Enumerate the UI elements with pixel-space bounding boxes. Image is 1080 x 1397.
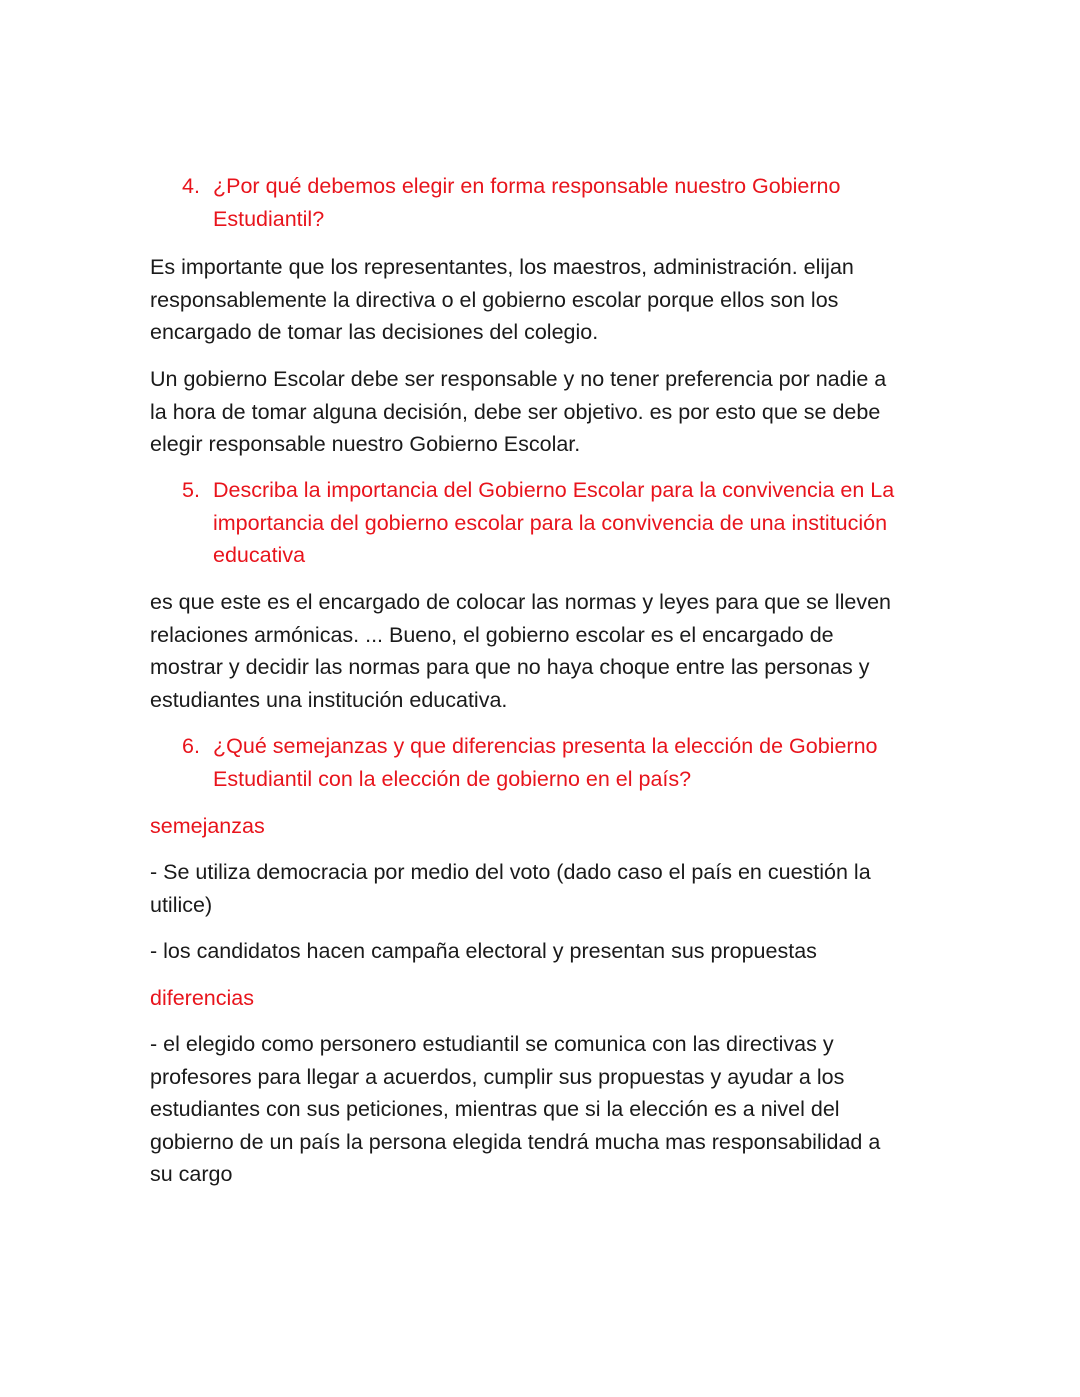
answer-5-paragraph [150, 586, 950, 716]
question-5-line: Describa la importancia del Gobierno Escolar para la convivencia en La [213, 478, 895, 502]
question-5 [182, 474, 973, 572]
question-6-line: Estudiantil con la elección de gobierno en el país? [213, 766, 692, 791]
text-line: Es importante que los representantes, los maestros, administración. elijan [150, 255, 854, 279]
question-6-number: 6. [182, 734, 200, 758]
text-line: es que este es el encargado de colocar las normas y leyes para que se lleven [150, 590, 891, 614]
question-5-line: importancia del gobierno escolar para la convivencia de una institución [213, 510, 888, 535]
text-line: relaciones armónicas. ... Bueno, el gobierno escolar es el encargado de [150, 622, 834, 647]
text-line: Un gobierno Escolar debe ser responsable y no tener preferencia por nadie a [150, 367, 887, 391]
answer-4-paragraph-2 [150, 363, 950, 461]
text-line: gobierno de un país la persona elegida tendrá mucha mas responsabilidad a [150, 1129, 881, 1154]
question-6-line: ¿Qué semejanzas y que diferencias presenta la elección de Gobierno [213, 734, 878, 758]
text-line: - el elegido como personero estudiantil se comunica con las directivas y [150, 1032, 834, 1056]
question-5-line: educativa [213, 543, 306, 567]
text-line: estudiantes una institución educativa. [150, 687, 508, 712]
text-line: profesores para llegar a acuerdos, cumplir sus propuestas y ayudar a los [150, 1064, 845, 1089]
text-line: su cargo [150, 1162, 233, 1186]
text-line: encargado de tomar las decisiones del colegio. [150, 320, 599, 344]
question-6 [182, 730, 973, 795]
text-line: - los candidatos hacen campaña electoral y presentan sus propuestas [150, 939, 817, 963]
question-4 [182, 170, 973, 235]
diferencia-item-1 [150, 1028, 950, 1191]
text-line: utilice) [150, 892, 213, 917]
text-line: elegir responsable nuestro Gobierno Escolar. [150, 432, 581, 456]
text-line: estudiantes con sus peticiones, mientras que si la elección es a nivel del [150, 1097, 840, 1121]
text-line: - Se utiliza democracia por medio del voto (dado caso el país en cuestión la [150, 860, 871, 884]
question-4-line: ¿Por qué debemos elegir en forma responsable nuestro Gobierno [213, 174, 841, 198]
diferencias-heading: diferencias [150, 986, 254, 1010]
question-4-number: 4. [182, 174, 200, 198]
semejanza-item-2 [150, 935, 950, 968]
text-line: la hora de tomar alguna decisión, debe ser objetivo. es por esto que se debe [150, 399, 881, 424]
question-4-line: Estudiantil? [213, 206, 325, 231]
answer-4-paragraph-1 [150, 251, 950, 349]
text-line: mostrar y decidir las normas para que no haya choque entre las personas y [150, 655, 870, 679]
question-5-number: 5. [182, 478, 200, 502]
semejanza-item-1 [150, 856, 950, 921]
semejanzas-heading: semejanzas [150, 814, 265, 838]
text-line: responsablemente la directiva o el gobierno escolar porque ellos son los [150, 287, 839, 312]
